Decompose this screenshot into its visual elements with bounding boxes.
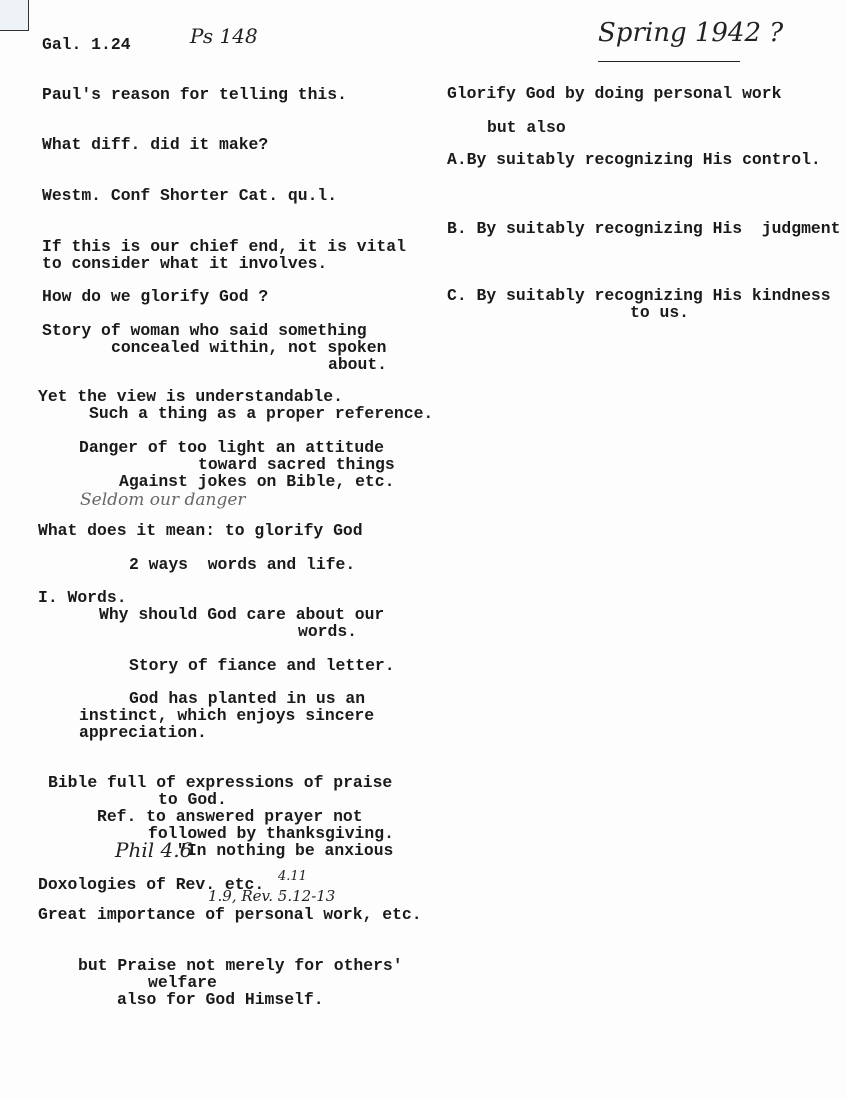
text-line: How do we glorify God ? bbox=[42, 287, 269, 306]
text-line: concealed within, not spoken bbox=[111, 338, 387, 357]
text-line: Story of woman who said something bbox=[42, 321, 367, 340]
text-line: to God. bbox=[158, 790, 227, 809]
handwritten-note-seldom: Seldom our danger bbox=[80, 490, 246, 510]
text-line: What diff. did it make? bbox=[42, 135, 269, 154]
text-line: Story of fiance and letter. bbox=[129, 656, 395, 675]
text-line: to consider what it involves. bbox=[42, 254, 328, 273]
text-line: Why should God care about our bbox=[99, 605, 385, 624]
scripture-reference: Gal. 1.24 bbox=[42, 35, 131, 54]
text-line: to us. bbox=[630, 303, 690, 322]
text-line: Doxologies of Rev. etc. bbox=[38, 875, 265, 894]
text-line: but also bbox=[487, 118, 566, 137]
text-line: B. By suitably recognizing His judgment bbox=[447, 219, 841, 238]
text-line: Bible full of expressions of praise bbox=[48, 773, 393, 792]
text-line: Yet the view is understandable. bbox=[38, 387, 343, 406]
date-underline bbox=[598, 61, 740, 62]
handwritten-note-rev1: 4.11 bbox=[278, 869, 307, 884]
text-line: If this is our chief end, it is vital bbox=[42, 237, 406, 256]
handwritten-date: Spring 1942 ? bbox=[598, 18, 784, 48]
text-line: but Praise not merely for others' bbox=[78, 956, 403, 975]
text-line: What does it mean: to glorify God bbox=[38, 521, 363, 540]
handwritten-note-phil: Phil 4.6 bbox=[115, 838, 193, 862]
handwritten-note-rev2: 1.9, Rev. 5.12-13 bbox=[208, 887, 336, 905]
text-line: followed by thanksgiving. bbox=[148, 824, 394, 843]
text-line: welfare bbox=[148, 973, 217, 992]
text-line: toward sacred things bbox=[198, 455, 395, 474]
text-line: C. By suitably recognizing His kindness bbox=[447, 286, 831, 305]
text-line: I. Words. bbox=[38, 588, 127, 607]
text-line: Ref. to answered prayer not bbox=[97, 807, 363, 826]
text-line: Such a thing as a proper reference. bbox=[89, 404, 434, 423]
text-line: words. bbox=[298, 622, 358, 641]
text-line: Glorify God by doing personal work bbox=[447, 84, 782, 103]
handwritten-psalm-ref: Ps 148 bbox=[190, 24, 258, 48]
text-line: Danger of too light an attitude bbox=[79, 438, 384, 457]
page-corner-fold bbox=[0, 0, 29, 31]
text-line: God has planted in us an bbox=[129, 689, 366, 708]
text-line: A.By suitably recognizing His control. bbox=[447, 150, 821, 169]
text-line: also for God Himself. bbox=[117, 990, 324, 1009]
text-line: 2 ways words and life. bbox=[129, 555, 356, 574]
text-line: Against jokes on Bible, etc. bbox=[119, 472, 395, 491]
text-line: Great importance of personal work, etc. bbox=[38, 905, 422, 924]
text-line: appreciation. bbox=[79, 723, 207, 742]
text-line: Westm. Conf Shorter Cat. qu.l. bbox=[42, 186, 338, 205]
text-line: "In nothing be anxious bbox=[177, 841, 394, 860]
text-line: about. bbox=[328, 355, 388, 374]
text-line: instinct, which enjoys sincere bbox=[79, 706, 375, 725]
text-line: Paul's reason for telling this. bbox=[42, 85, 347, 104]
